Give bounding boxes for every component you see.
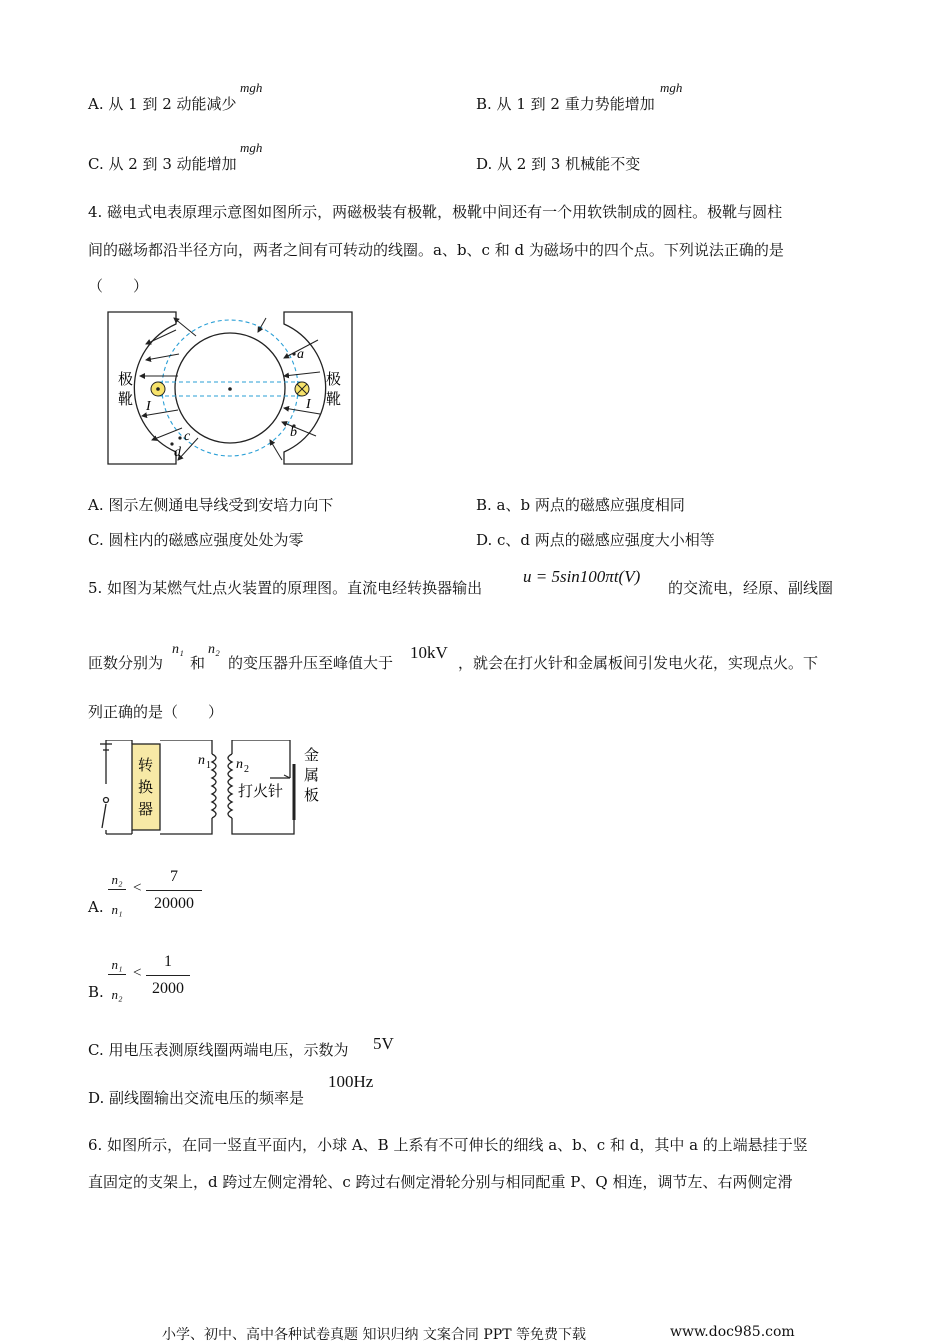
q5-stem-line2-a: 匝数分别为 bbox=[88, 654, 164, 672]
q5-option-b-rnum: 1 bbox=[164, 953, 172, 970]
svg-text:金: 金 bbox=[304, 746, 320, 764]
svg-text:2: 2 bbox=[244, 764, 249, 775]
q5-option-a-rnum: 7 bbox=[170, 868, 178, 885]
q4-stem-line2: 间的磁场都沿半径方向，两者之间有可转动的线圈。a、b、c 和 d 为磁场中的四个点。下列说法正确的是 bbox=[88, 241, 784, 259]
footer-site-link[interactable]: www.doc985.com bbox=[670, 1324, 795, 1340]
svg-text:打火针: 打火针 bbox=[238, 782, 284, 800]
svg-text:n: n bbox=[198, 753, 205, 768]
right-pole-label-1: 极 bbox=[326, 370, 342, 388]
svg-text:器: 器 bbox=[138, 800, 154, 818]
q4-paren: （ ） bbox=[88, 277, 149, 295]
q5-option-b-rden: 2000 bbox=[152, 980, 184, 997]
q5-10kv: 10kV bbox=[410, 643, 448, 662]
current-label-left: I bbox=[146, 399, 151, 414]
q5-stem-line2-b: 的变压器升压至峰值大于 bbox=[228, 654, 394, 672]
q5-n1: n₁ bbox=[172, 642, 184, 657]
point-b-label: b bbox=[290, 425, 297, 440]
q5-stem-and: 和 bbox=[190, 654, 206, 672]
svg-text:1: 1 bbox=[206, 760, 211, 771]
q5-option-a-prefix: A. bbox=[88, 898, 104, 916]
q4-option-c: C. 圆柱内的磁感应强度处处为零 bbox=[88, 531, 304, 549]
svg-text:板: 板 bbox=[304, 786, 320, 804]
q5-option-c: C. 用电压表测原线圈两端电压，示数为 bbox=[88, 1041, 349, 1059]
q5-option-a-rden: 20000 bbox=[154, 895, 194, 912]
right-pole-label-2: 靴 bbox=[326, 390, 342, 408]
q5-option-a-den: n₁ bbox=[111, 902, 123, 917]
q4-option-b: B. a、b 两点的磁感应强度相同 bbox=[476, 496, 685, 514]
q3-option-b-math: mgh bbox=[660, 80, 683, 95]
q5-stem-line1-b: 的交流电，经原、副线圈 bbox=[668, 579, 834, 597]
q5-option-d: D. 副线圈输出交流电压的频率是 bbox=[88, 1089, 305, 1107]
ignition-circuit-figure bbox=[100, 740, 340, 840]
q5-option-b-den: n₂ bbox=[111, 987, 123, 1002]
point-c-label: c bbox=[184, 429, 191, 444]
q3-option-a-math: mgh bbox=[240, 80, 263, 95]
q5-n2: n₂ bbox=[208, 642, 220, 657]
q5-option-a-num: n₂ bbox=[111, 872, 123, 887]
q6-stem-line1: 6. 如图所示，在同一竖直平面内，小球 A、B 上系有不可伸长的细线 a、b、c 和 d，其中 a 的上端悬挂于竖 bbox=[88, 1136, 808, 1154]
q3-option-d: D. 从 2 到 3 机械能不变 bbox=[476, 155, 641, 173]
q5-stem-line3: 列正确的是（ ） bbox=[88, 703, 224, 721]
q4-stem-line1: 4. 磁电式电表原理示意图如图所示，两磁极装有极靴，极靴中间还有一个用软铁制成的圆柱。极靴与圆柱 bbox=[88, 203, 783, 221]
q3-option-c: C. 从 2 到 3 动能增加 bbox=[88, 155, 237, 173]
svg-text:换: 换 bbox=[138, 778, 154, 796]
point-d-label: d bbox=[174, 445, 181, 460]
q5-option-b-num: n₁ bbox=[111, 957, 123, 972]
q3-option-a: A. 从 1 到 2 动能减少 bbox=[88, 95, 237, 113]
right-pole-shoe bbox=[284, 312, 352, 464]
q5-option-b-prefix: B. bbox=[88, 983, 104, 1001]
left-pole-label-1: 极 bbox=[118, 370, 134, 388]
svg-text:转: 转 bbox=[138, 756, 154, 774]
q5-voltage-formula: u = 5sin100πt(V) bbox=[523, 567, 641, 586]
q5-stem-line1-a: 5. 如图为某燃气灶点火装置的原理图。直流电经转换器输出 bbox=[88, 579, 483, 597]
svg-text:属: 属 bbox=[304, 766, 320, 784]
q4-option-a: A. 图示左侧通电导线受到安培力向下 bbox=[88, 496, 334, 514]
current-label-right: I bbox=[306, 397, 311, 412]
q5-option-c-math: 5V bbox=[373, 1034, 394, 1053]
left-pole-label-2: 靴 bbox=[118, 390, 134, 408]
q5-option-d-math: 100Hz bbox=[328, 1072, 374, 1091]
footer-text: 小学、初中、高中各种试卷真题 知识归纳 文案合同 PPT 等免费下载 bbox=[162, 1327, 586, 1343]
point-a-label: a bbox=[297, 347, 304, 362]
q4-option-d: D. c、d 两点的磁感应强度大小相等 bbox=[476, 531, 715, 549]
svg-text:n: n bbox=[236, 757, 243, 772]
q6-stem-line2: 直固定的支架上，d 跨过左侧定滑轮、c 跨过右侧定滑轮分别与相同配重 P、Q 相连，调节左、右两侧定滑 bbox=[88, 1173, 793, 1191]
magnetoelectric-meter-figure bbox=[106, 310, 356, 470]
q5-stem-line2-c: ，就会在打火针和金属板间引发电火花，实现点火。下 bbox=[458, 654, 819, 672]
q3-option-c-math: mgh bbox=[240, 140, 263, 155]
q3-option-b: B. 从 1 到 2 重力势能增加 bbox=[476, 95, 655, 113]
